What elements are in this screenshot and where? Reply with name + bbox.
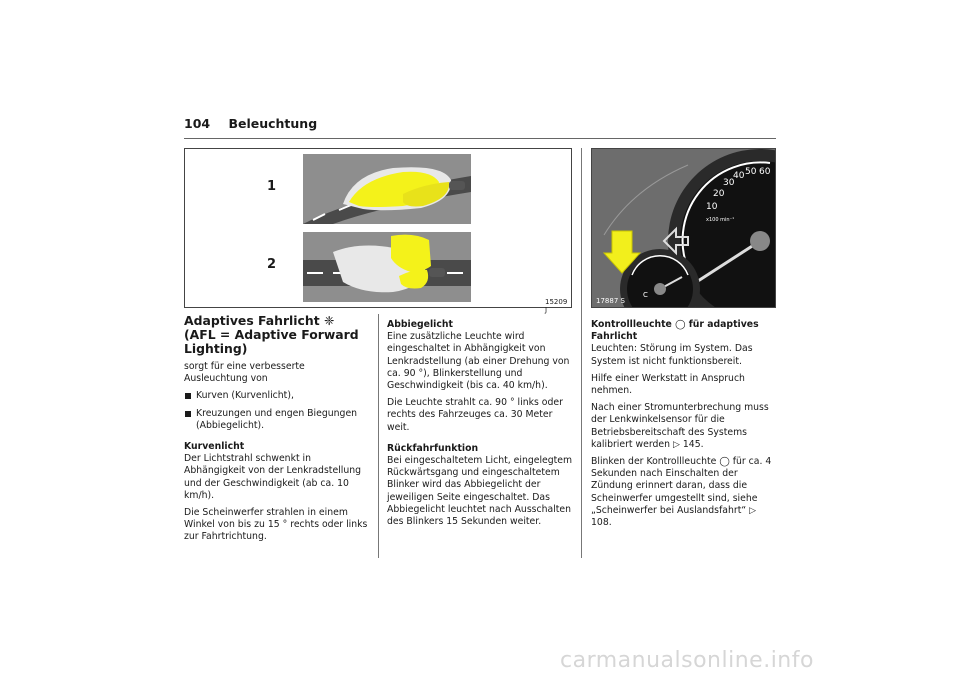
paragraph: Bei eingeschaltetem Licht, eingelegtem Rückwärtsgang und eingeschaltetem Blinker wird das Abbiegelicht der jeweiligen Seite eingeschaltet. Das Abbiegelicht leuchtet nach Ausschalten des Blinkers 15 Sekunden weiter. xyxy=(387,455,573,528)
afl-beam-illustration xyxy=(184,148,572,314)
watermark: carmanualsonline.info xyxy=(560,648,814,673)
page-header xyxy=(184,116,317,131)
paragraph: Eine zusätzliche Leuchte wird eingeschaltet in Abhängigkeit von Lenkradstellung (ab einer Drehung von ca. 90 °), Blinkerstellung und Geschwindigkeit (bis ca. 40 km/h). xyxy=(387,331,570,392)
chapter-title: Beleuchtung xyxy=(228,116,318,131)
speed-tick: 30 xyxy=(723,178,735,188)
section-heading: Adaptives Fahrlicht ❈ (AFL = Adaptive Forward Lighting) xyxy=(184,313,359,356)
intro-text: sorgt für eine verbesserte Ausleuchtung von xyxy=(184,361,305,385)
paragraph: Die Scheinwerfer strahlen in einem Winkel von bis zu 15 ° rechts oder links zur Fahrtrichtung. xyxy=(184,507,368,543)
paragraph: Blinken der Kontrollleuchte ◯ für ca. 4 Sekunden nach Einschalten der Zündung erinnert daran, dass die Scheinwerfer umgestellt sind, siehe „Scheinwerfer bei Auslandsfahrt“ ▷ 108. xyxy=(591,456,772,529)
header-rule xyxy=(184,138,776,139)
afl-warning-icon: ◯ xyxy=(675,319,686,330)
speed-tick: 60 xyxy=(759,167,771,177)
column-control-light xyxy=(591,319,779,534)
figure-label-1: 1 xyxy=(267,179,277,194)
column-divider xyxy=(378,314,379,558)
paragraph: Hilfe einer Werkstatt in Anspruch nehmen. xyxy=(591,372,745,397)
speed-tick: 20 xyxy=(713,189,725,199)
page-reference-link[interactable]: 108. xyxy=(591,517,612,529)
column-afl-intro xyxy=(184,314,368,549)
afl-warning-icon: ◯ xyxy=(719,456,730,468)
speed-tick: 50 xyxy=(745,167,757,177)
subheading-kurvenlicht: Kurvenlicht xyxy=(184,441,245,453)
figure-label-2: 2 xyxy=(267,257,277,272)
subheading-control-light: Kontrollleuchte ◯ für adaptives Fahrlicht xyxy=(591,319,759,343)
rpm-unit-label: x100 min⁻¹ xyxy=(706,217,735,223)
subheading-rueckfahrfunktion: Rückfahrfunktion xyxy=(387,442,479,454)
cornering-light-diagram xyxy=(303,232,471,302)
bullet-item: Kreuzungen und engen Biegungen (Abbiegelicht). xyxy=(184,408,368,432)
speed-tick: 10 xyxy=(706,202,718,212)
page-number: 104 xyxy=(184,116,211,131)
page-reference-icon: ▷ xyxy=(673,439,680,450)
paragraph: Der Lichtstrahl schwenkt in Abhängigkeit von der Lenkradstellung und der Geschwindigkeit (ab ca. 10 km/h). xyxy=(184,453,362,501)
subheading-abbiegelicht: Abbiegelicht xyxy=(387,319,453,330)
paragraph: Nach einer Stromunterbrechung muss der Lenkwinkelsensor für die Betriebsbereitschaft des Systems kalibriert werden ▷ 145. xyxy=(591,402,769,450)
instrument-cluster-photo xyxy=(591,148,776,308)
bullet-item: Kurven (Kurvenlicht), xyxy=(184,390,368,402)
column-abbiegelicht xyxy=(387,319,575,533)
figure-code: 17887 S xyxy=(596,297,625,305)
column-divider xyxy=(581,148,582,558)
gauge-mark: C xyxy=(643,291,648,299)
figure-code: 15209 J xyxy=(545,298,568,314)
curve-light-diagram xyxy=(303,154,471,224)
page-reference-icon: ▷ xyxy=(749,505,757,516)
paragraph: Leuchten: Störung im System. Das System ist nicht funktionsbereit. xyxy=(591,343,753,367)
page-reference-link[interactable]: 145. xyxy=(682,438,704,450)
speed-tick: 40 xyxy=(733,171,745,181)
paragraph: Die Leuchte strahlt ca. 90 ° links oder rechts des Fahrzeuges ca. 30 Meter weit. xyxy=(387,397,563,433)
